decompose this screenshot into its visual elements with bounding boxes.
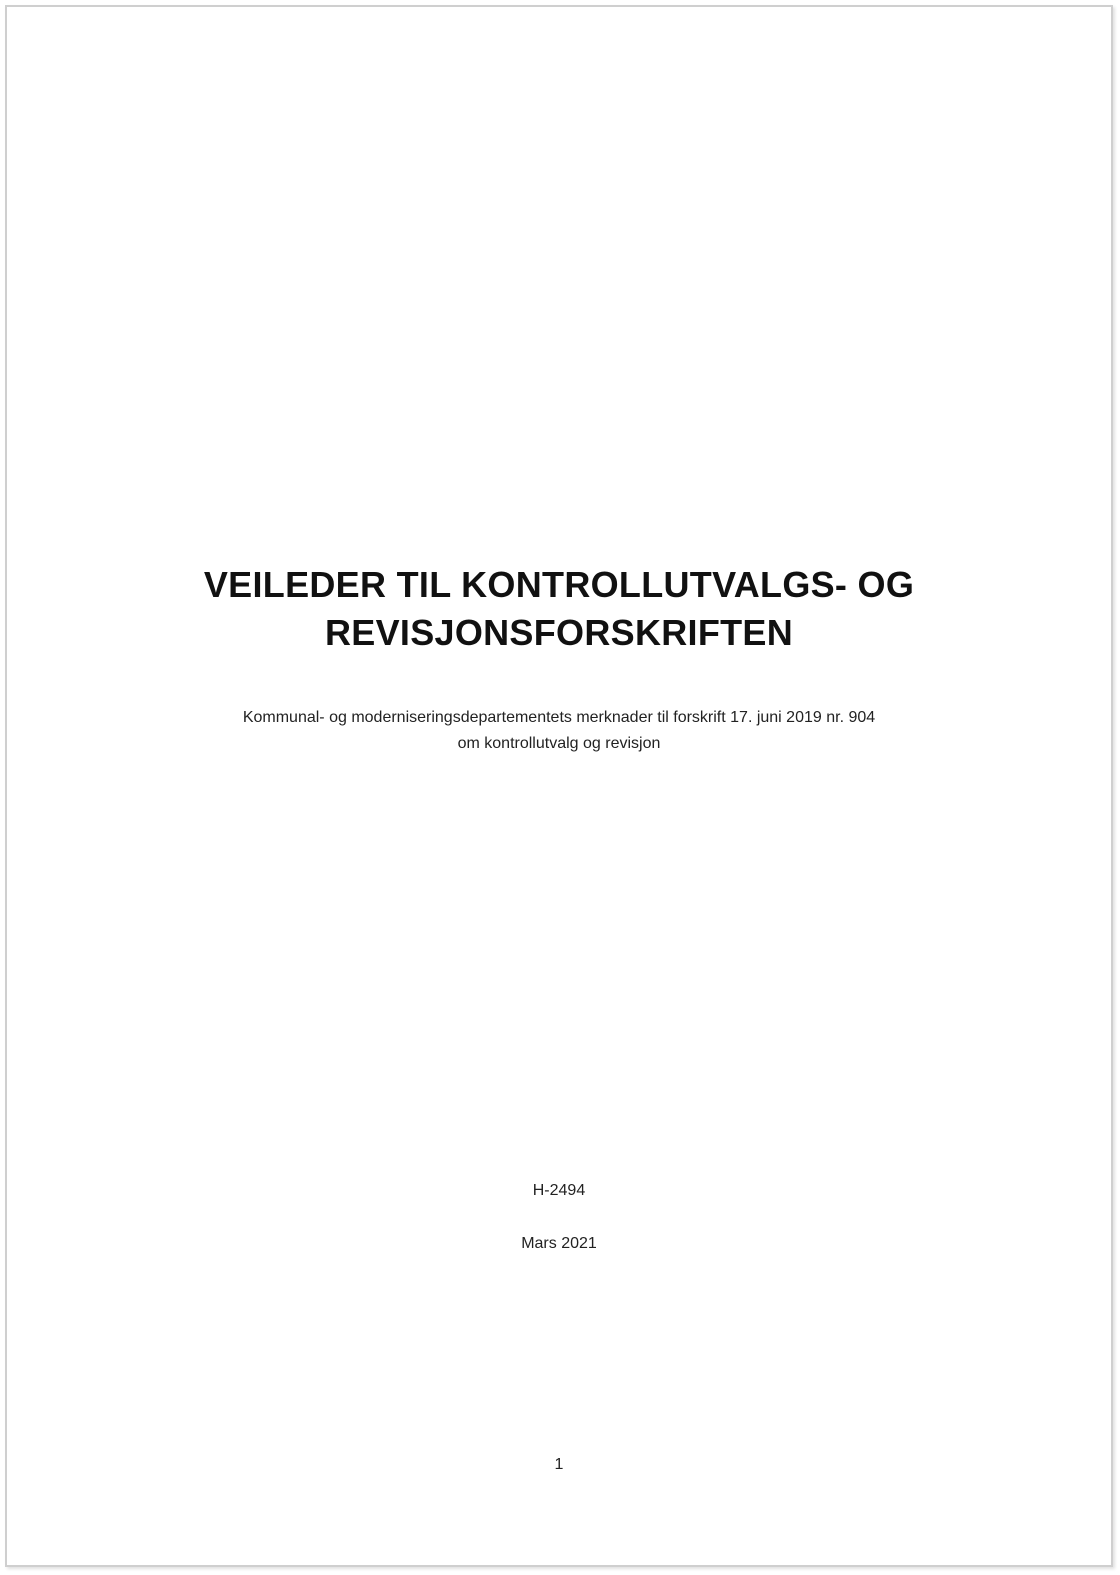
- title-line-2: REVISJONSFORSKRIFTEN: [324, 612, 794, 653]
- document-subtitle: [7, 705, 1111, 757]
- subtitle-line-2: om kontrollutvalg og revisjon: [457, 735, 661, 752]
- document-date: Mars 2021: [521, 1235, 597, 1252]
- page-number: 1: [554, 1456, 564, 1473]
- document-title: [7, 561, 1111, 657]
- document-page: [5, 5, 1113, 1567]
- title-line-1: VEILEDER TIL KONTROLLUTVALGS- OG: [203, 564, 915, 605]
- document-code: H-2494: [532, 1182, 586, 1199]
- subtitle-line-1: Kommunal- og moderniseringsdepartementets merknader til forskrift 17. juni 2019 nr. 904: [242, 709, 876, 726]
